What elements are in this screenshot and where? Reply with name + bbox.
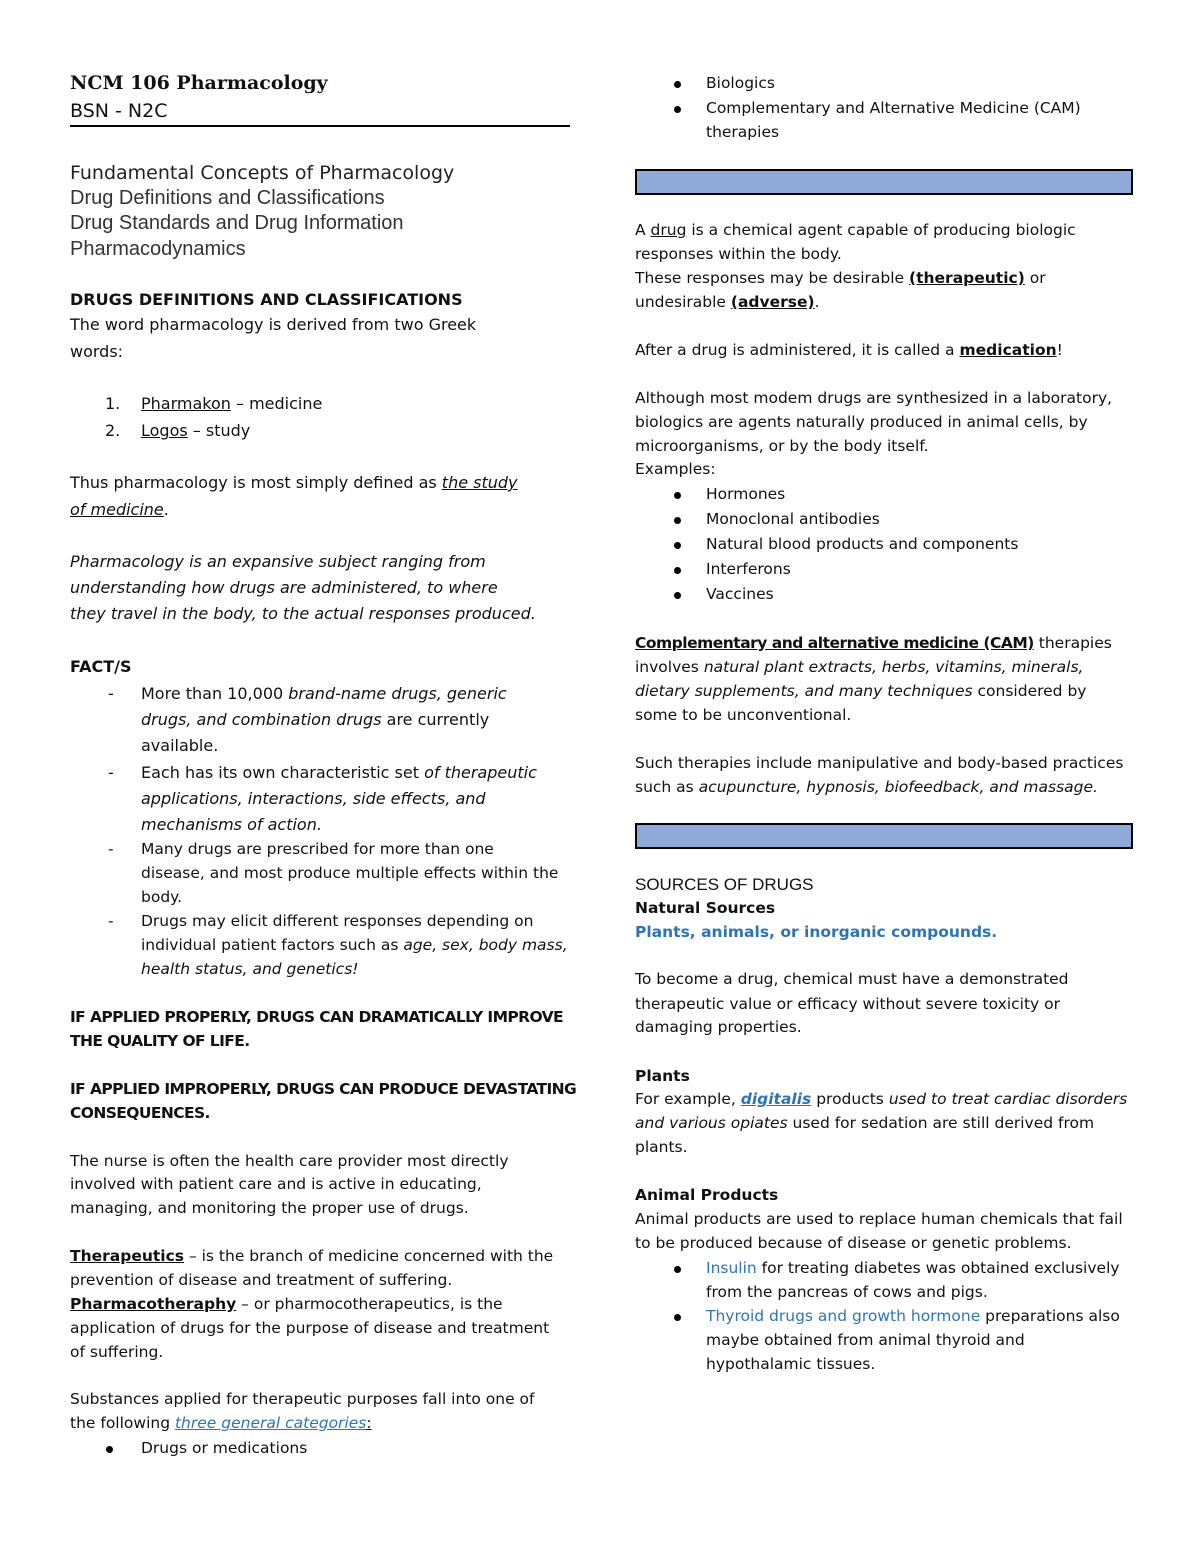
- category-item: therapies: [706, 123, 780, 141]
- plants-line: plants.: [635, 1138, 688, 1156]
- definition-line: [70, 500, 169, 519]
- fact-line: Many drugs are prescribed for more than one: [141, 840, 494, 858]
- plants-line: [635, 1114, 1094, 1132]
- bullet-icon: [674, 567, 681, 574]
- drug-line: [635, 293, 820, 311]
- root-term: Pharmakon: [141, 394, 231, 413]
- emphasis: natural plant extracts, herbs, vitamins, minerals,: [703, 658, 1084, 676]
- emphasis: the study: [441, 473, 518, 492]
- text: considered by: [972, 682, 1087, 700]
- thyroid-line: [706, 1307, 1120, 1325]
- therapeutics-line: prevention of disease and treatment of suffering.: [70, 1271, 453, 1289]
- category-item: Drugs or medications: [141, 1439, 308, 1457]
- fact-line: [141, 684, 507, 703]
- drug-line: responses within the body.: [635, 245, 842, 263]
- section-band: [635, 169, 1133, 195]
- bullet-icon: [674, 592, 681, 599]
- substances-line: Substances applied for therapeutic purposes fall into one of: [70, 1390, 535, 1408]
- emphasis: acupuncture, hypnosis, biofeedback, and massage.: [698, 778, 1098, 796]
- emphasis: dietary supplements, and many techniques: [635, 682, 973, 700]
- expansive-line: they travel in the body, to the actual responses produced.: [70, 604, 536, 623]
- category-item: Biologics: [706, 74, 775, 92]
- fact-line: [141, 763, 537, 782]
- list-number: 1.: [105, 394, 121, 413]
- cam-line: some to be unconventional.: [635, 706, 852, 724]
- emphasis: drugs, and combination drugs: [141, 710, 382, 729]
- emphasis: of medicine: [70, 500, 164, 519]
- example-item: Interferons: [706, 560, 791, 578]
- text: – is the branch of medicine concerned with the: [184, 1247, 554, 1265]
- course-section: BSN - N2C: [70, 100, 168, 122]
- emphasis: of therapeutic: [424, 763, 537, 782]
- facts-heading: FACT/S: [70, 657, 132, 676]
- bullet-icon: [106, 1446, 113, 1453]
- proper-line: IF APPLIED PROPERLY, DRUGS CAN DRAMATICALLY IMPROVE: [70, 1008, 564, 1026]
- thyroid-line: maybe obtained from animal thyroid and: [706, 1331, 1025, 1349]
- section-heading: DRUGS DEFINITIONS AND CLASSIFICATIONS: [70, 290, 463, 309]
- fact-line: Drugs may elicit different responses depending on: [141, 912, 534, 930]
- nurse-line: managing, and monitoring the proper use of drugs.: [70, 1199, 469, 1217]
- animal-line: to be produced because of disease or genetic problems.: [635, 1234, 1072, 1252]
- intro-line: words:: [70, 342, 124, 361]
- term: Thyroid drugs and growth hormone: [706, 1307, 981, 1325]
- toc-title: Fundamental Concepts of Pharmacology: [70, 162, 455, 184]
- expansive-line: understanding how drugs are administered, to where: [70, 578, 498, 597]
- nurse-line: The nurse is often the health care provider most directly: [70, 1152, 509, 1170]
- root-def: – medicine: [230, 394, 323, 413]
- such-line: Such therapies include manipulative and body-based practices: [635, 754, 1124, 772]
- bullet-icon: [674, 81, 681, 88]
- substances-line: [70, 1414, 372, 1432]
- term: (therapeutic): [909, 269, 1025, 287]
- text: therapies: [1033, 634, 1112, 652]
- root-item: [141, 394, 322, 413]
- text: involves: [635, 658, 704, 676]
- fact-line: disease, and most produce multiple effects within the: [141, 864, 559, 882]
- categories-link[interactable]: three general categories: [174, 1414, 367, 1432]
- fact-line: [141, 710, 489, 729]
- text: the following: [70, 1414, 175, 1432]
- text: products: [811, 1090, 889, 1108]
- dash-marker: -: [108, 684, 114, 703]
- fact-line: body.: [141, 888, 183, 906]
- such-line: [635, 778, 1098, 796]
- text: Each has its own characteristic set: [141, 763, 425, 782]
- text: is a chemical agent capable of producing biologic: [686, 221, 1076, 239]
- bullet-icon: [674, 492, 681, 499]
- text: Thus pharmacology is most simply defined as: [70, 473, 442, 492]
- pharmacotherapy-line: application of drugs for the purpose of disease and treatment: [70, 1319, 550, 1337]
- term: (adverse): [730, 293, 815, 311]
- emphasis: used to treat cardiac disorders: [888, 1090, 1128, 1108]
- term: Therapeutics: [70, 1247, 185, 1265]
- fact-line: health status, and genetics!: [141, 960, 359, 978]
- text: or: [1024, 269, 1046, 287]
- text: undesirable: [635, 293, 731, 311]
- text: These responses may be desirable: [635, 269, 910, 287]
- text: For example,: [635, 1090, 741, 1108]
- term: medication: [959, 341, 1057, 359]
- dash-marker: -: [108, 912, 114, 930]
- bullet-icon: [674, 1314, 681, 1321]
- insulin-line: [706, 1259, 1120, 1277]
- intro-line: The word pharmacology is derived from two Greek: [70, 315, 477, 334]
- drug-line: [635, 269, 1046, 287]
- improper-line: IF APPLIED IMPROPERLY, DRUGS CAN PRODUCE DEVASTATING: [70, 1080, 577, 1098]
- text: – or pharmocotherapeutics, is the: [236, 1295, 503, 1313]
- toc-item: Pharmacodynamics: [70, 238, 246, 260]
- text: More than 10,000: [141, 684, 289, 703]
- nurse-line: involved with patient care and is active in educating,: [70, 1175, 482, 1193]
- text: used for sedation are still derived from: [787, 1114, 1095, 1132]
- digitalis-link[interactable]: digitalis: [740, 1090, 812, 1108]
- fact-line: applications, interactions, side effects, and: [141, 789, 486, 808]
- toc-item: Drug Standards and Drug Information: [70, 212, 404, 234]
- root-term: Logos: [141, 421, 188, 440]
- thyroid-line: hypothalamic tissues.: [706, 1355, 876, 1373]
- term: Pharmacotheraphy: [70, 1295, 237, 1313]
- text: are currently: [381, 710, 490, 729]
- dash-marker: -: [108, 840, 114, 858]
- emphasis: and various opiates: [635, 1114, 788, 1132]
- become-line: damaging properties.: [635, 1018, 802, 1036]
- insulin-line: from the pancreas of cows and pigs.: [706, 1283, 988, 1301]
- root-item: [141, 421, 250, 440]
- bullet-icon: [674, 542, 681, 549]
- text: :: [366, 1414, 372, 1432]
- bullet-icon: [674, 106, 681, 113]
- term: Insulin: [706, 1259, 757, 1277]
- cam-line: [635, 658, 1083, 676]
- example-item: Natural blood products and components: [706, 535, 1019, 553]
- plants-heading: Plants: [635, 1067, 690, 1085]
- animal-line: Animal products are used to replace human chemicals that fail: [635, 1210, 1123, 1228]
- biologics-line: Although most modem drugs are synthesized in a laboratory,: [635, 389, 1113, 407]
- therapeutics-line: [70, 1247, 553, 1265]
- natural-list: Plants, animals, or inorganic compounds.: [635, 923, 998, 941]
- examples-label: Examples:: [635, 460, 716, 478]
- text: for treating diabetes was obtained exclusively: [756, 1259, 1120, 1277]
- example-item: Hormones: [706, 485, 786, 503]
- example-item: Vaccines: [706, 585, 774, 603]
- term: Complementary and alternative medicine (CAM): [635, 634, 1034, 652]
- plants-line: [635, 1090, 1127, 1108]
- emphasis: brand-name drugs, generic: [288, 684, 507, 703]
- text: .: [814, 293, 820, 311]
- expansive-line: Pharmacology is an expansive subject ranging from: [70, 552, 486, 571]
- header-rule: [70, 125, 570, 127]
- root-def: – study: [187, 421, 251, 440]
- fact-line: [141, 936, 568, 954]
- text: !: [1056, 341, 1063, 359]
- become-line: therapeutic value or efficacy without severe toxicity or: [635, 995, 1060, 1013]
- biologics-line: microorganisms, or by the body itself.: [635, 437, 929, 455]
- drug-line: [635, 221, 1076, 239]
- emphasis: age, sex, body mass,: [403, 936, 568, 954]
- pharmacotherapy-line: [70, 1295, 503, 1313]
- bullet-icon: [674, 517, 681, 524]
- fact-line: available.: [141, 736, 219, 755]
- text: .: [163, 500, 169, 519]
- bullet-icon: [674, 1266, 681, 1273]
- text: After a drug is administered, it is called a: [635, 341, 960, 359]
- dash-marker: -: [108, 763, 114, 782]
- cam-line: [635, 682, 1086, 700]
- natural-heading: Natural Sources: [635, 899, 776, 917]
- definition-line: [70, 473, 518, 492]
- biologics-line: biologics are agents naturally produced in animal cells, by: [635, 413, 1088, 431]
- section-band: [635, 823, 1133, 849]
- course-title: NCM 106 Pharmacology: [70, 72, 328, 94]
- medication-line: [635, 341, 1063, 359]
- cam-line: [635, 634, 1112, 652]
- pharmacotherapy-line: of suffering.: [70, 1343, 164, 1361]
- category-item: Complementary and Alternative Medicine (CAM): [706, 99, 1081, 117]
- text: A: [635, 221, 651, 239]
- fact-line: mechanisms of action.: [141, 815, 322, 834]
- list-number: 2.: [105, 421, 121, 440]
- text: individual patient factors such as: [141, 936, 404, 954]
- become-line: To become a drug, chemical must have a demonstrated: [635, 970, 1069, 988]
- text: preparations also: [980, 1307, 1120, 1325]
- toc-item: Drug Definitions and Classifications: [70, 187, 385, 209]
- animal-heading: Animal Products: [635, 1186, 779, 1204]
- improper-line: CONSEQUENCES.: [70, 1104, 210, 1122]
- example-item: Monoclonal antibodies: [706, 510, 880, 528]
- sources-heading: SOURCES OF DRUGS: [635, 875, 814, 894]
- text: such as: [635, 778, 699, 796]
- term: drug: [650, 221, 687, 239]
- proper-line: THE QUALITY OF LIFE.: [70, 1032, 250, 1050]
